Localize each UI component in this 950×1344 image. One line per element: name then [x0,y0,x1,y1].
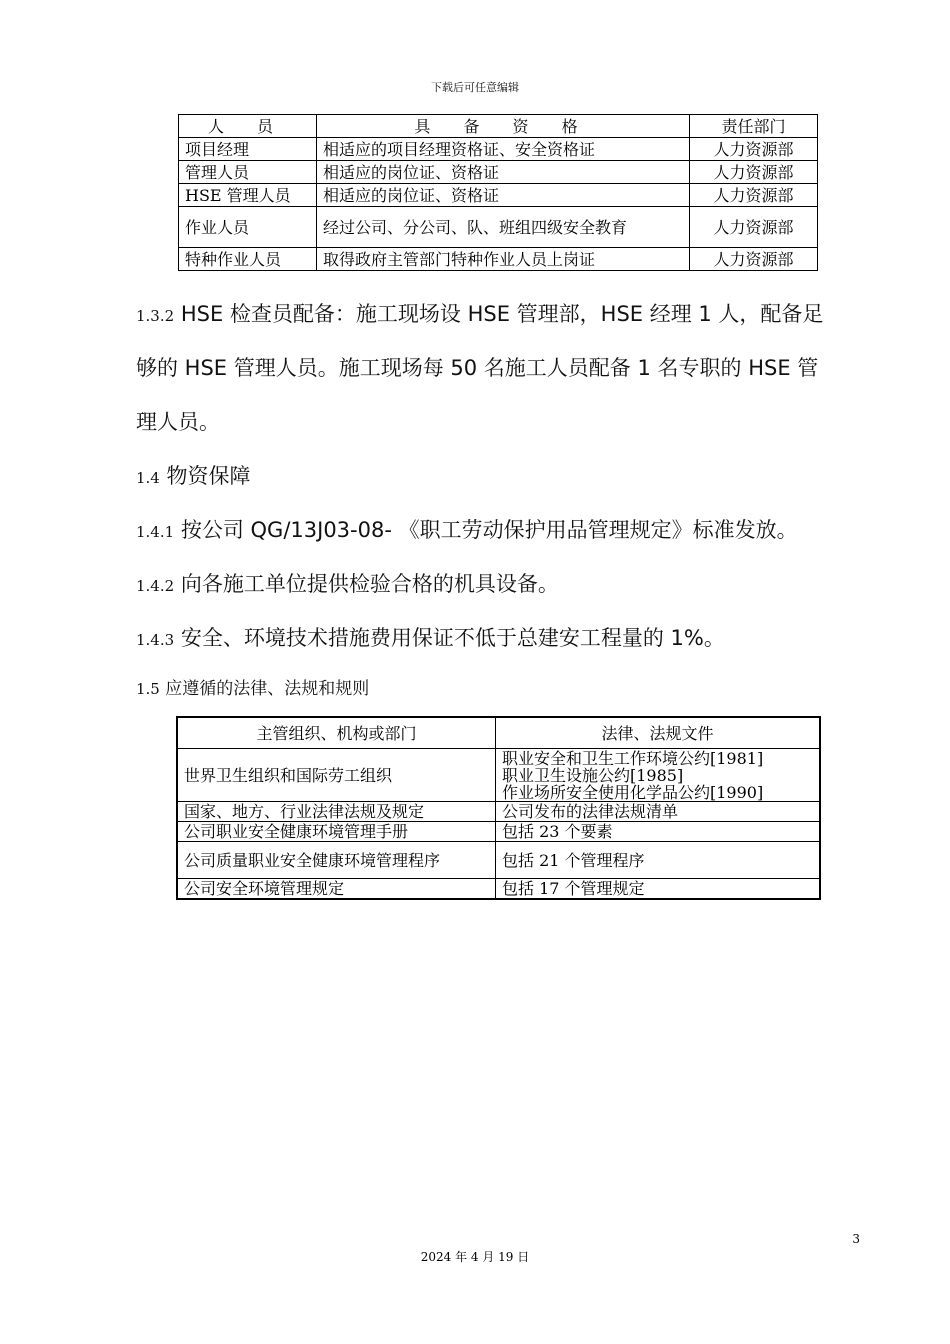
table-cell: 人力资源部 [690,161,818,184]
table-header-row [179,115,818,138]
table-cell: 项目经理 [179,138,317,161]
laws-regulations-table [176,716,821,900]
table-header-row [177,717,820,749]
table-cell: 包括 23 个要素 [496,822,821,842]
regulation-line: 职业卫生设施公约[1985] [502,765,684,785]
header-cell: 责任部门 [690,115,818,138]
table-row [179,161,818,184]
section-number: 1.4 [136,469,160,487]
paragraph-text: 向各施工单位提供检验合格的机具设备。 [174,572,559,596]
table-cell: 相适应的岗位证、资格证 [317,161,690,184]
paragraph-1-4-2 [136,568,559,598]
section-number: 1.4.1 [136,523,175,541]
table-cell: 公司质量职业安全健康环境管理程序 [177,842,496,879]
paragraph-text: 安全、环境技术措施费用保证不低于总建安工程量的 1%。 [174,626,725,650]
table-cell: 相适应的项目经理资格证、安全资格证 [317,138,690,161]
table-cell: HSE 管理人员 [179,184,317,207]
regulation-line: 作业场所安全使用化学品公约[1990] [502,782,764,802]
table-cell: 作业人员 [179,207,317,248]
table-cell: 公司职业安全健康环境管理手册 [177,822,496,842]
header-cell: 法律、法规文件 [496,717,821,749]
personnel-qualification-table [178,114,818,271]
header-cell: 主管组织、机构或部门 [177,717,496,749]
table-cell: 经过公司、分公司、队、班组四级安全教育 [317,207,690,248]
section-1-5-heading [136,674,369,699]
table-row [179,207,818,248]
header-cell: 人 员 [179,115,317,138]
paragraph-1-3-2-line-2: 够的 HSE 管理人员。施工现场每 50 名施工人员配备 1 名专职的 HSE 管 [136,356,819,380]
table-row [177,822,820,842]
section-number: 1.4.2 [136,577,175,595]
section-title: 物资保障 [159,464,251,488]
section-title: 应遵循的法律、法规和规则 [159,679,370,699]
page-footer-date: 2024 年 4 月 19 日 [420,1250,530,1264]
section-1-4-heading [136,460,251,490]
table-cell: 公司安全环境管理规定 [177,879,496,900]
table-cell: 管理人员 [179,161,317,184]
table-row [177,749,820,802]
table-cell: 公司发布的法律法规清单 [496,802,821,822]
table-cell-multiline [496,749,821,802]
table-cell: 包括 21 个管理程序 [496,842,821,879]
paragraph-1-4-1 [136,514,798,544]
table-cell: 相适应的岗位证、资格证 [317,184,690,207]
table-row [179,248,818,271]
table-cell: 人力资源部 [690,138,818,161]
page-header: 下载后可任意编辑 [431,81,519,94]
paragraph-text: 按公司 QG/13J03-08- 《职工劳动保护用品管理规定》标准发放。 [174,518,798,542]
table-cell: 人力资源部 [690,207,818,248]
table-cell: 国家、地方、行业法律法规及规定 [177,802,496,822]
paragraph-1-4-3 [136,622,725,652]
table-cell: 人力资源部 [690,184,818,207]
page-number: 3 [852,1232,860,1246]
regulation-line: 职业安全和卫生工作环境公约[1981] [502,748,764,768]
section-number: 1.5 [136,680,160,698]
paragraph-1-3-2-line-1 [136,298,823,328]
table-cell: 世界卫生组织和国际劳工组织 [177,749,496,802]
paragraph-text: HSE 检查员配备：施工现场设 HSE 管理部，HSE 经理 1 人，配备足 [174,302,824,326]
table-cell: 取得政府主管部门特种作业人员上岗证 [317,248,690,271]
table-row [177,842,820,879]
section-number: 1.4.3 [136,631,175,649]
section-number: 1.3.2 [136,307,175,325]
table-cell: 包括 17 个管理规定 [496,879,821,900]
table-row [179,184,818,207]
table-row [177,802,820,822]
paragraph-1-3-2-line-3: 理人员。 [136,410,220,434]
table-cell: 特种作业人员 [179,248,317,271]
table-row [179,138,818,161]
table-row [177,879,820,900]
table-cell: 人力资源部 [690,248,818,271]
header-cell: 具 备 资 格 [317,115,690,138]
